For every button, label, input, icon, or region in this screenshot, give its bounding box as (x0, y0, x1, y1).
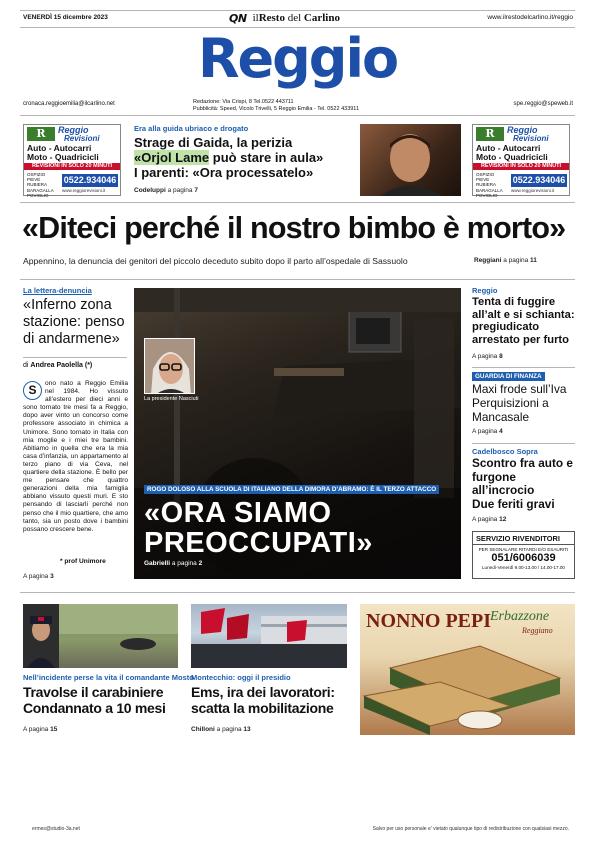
right-s3-title1: Scontro fra auto e furgone all’incrocio (472, 456, 573, 497)
revisioni-line1: Auto - Autocarri (476, 143, 541, 153)
revisioni-line2: Moto - Quadricicli (476, 152, 548, 162)
servizio-line: PER SEGNALARE RITARDI E/O ESAURITI (478, 547, 569, 552)
right-s1-title[interactable]: Tenta di fuggire all’alt e si schianta: pregiudicato arrestato per furto (472, 296, 575, 346)
website-link[interactable]: www.ilrestodelcarlino.it/reggio (487, 14, 573, 21)
right-s1-kicker: Reggio (472, 286, 498, 295)
top-story-ref: Codeluppi a pagina 7 (134, 187, 198, 194)
pepi-product2: Reggiano (522, 626, 553, 635)
man-portrait-icon (360, 124, 461, 196)
inset-photo (144, 338, 195, 394)
center-ref: Gabrielli a pagina 2 (144, 560, 203, 567)
top-story-line3: I parenti: «Ora processatelo» (134, 165, 314, 180)
top-story-photo (360, 124, 461, 196)
bottom1-title1: Travolse il carabiniere (23, 684, 164, 700)
letter-ref: A pagina 3 (23, 573, 54, 580)
servizio-phone: 051/6006039 (491, 552, 556, 564)
bottom2-kicker: Montecchio: oggi il presidio (191, 673, 291, 682)
inset-caption: La presidente Nasciuti (144, 396, 199, 402)
main-ref: Reggiani a pagina 11 (474, 257, 537, 264)
erbazzone-pie-icon (360, 638, 575, 735)
letter-kicker: La lettera-denuncia (23, 286, 92, 295)
bottom1-kicker: Nell’incidente perse la vita il comandante Mosto (23, 673, 194, 682)
email-left[interactable]: cronaca.reggioemilia@ilcarlino.net (23, 101, 115, 107)
ad-revisioni-left[interactable] (23, 124, 121, 196)
letter-title[interactable]: «Inferno zona stazione: penso di andarmene» (23, 297, 125, 347)
bottom2-headline[interactable] (191, 684, 351, 716)
main-headline[interactable]: «Diteci perché il nostro bimbo è morto» (22, 211, 566, 245)
right-s2-title[interactable]: Maxi frode sull’Iva Perquisizioni a Mancasale (472, 382, 567, 424)
revisioni-banner: REVISIONI IN SOLO 20 MINUTI (24, 163, 120, 170)
bottom-photo-2[interactable] (191, 604, 347, 668)
top-story-line2: può stare in aula» (209, 150, 324, 165)
revisioni-web: www.reggiorevisioni.it (62, 188, 106, 193)
ad-revisioni-right[interactable] (472, 124, 570, 196)
right-s3-kicker: Cadelbosco Sopra (472, 447, 538, 456)
paper-name-end: Carlino (303, 12, 340, 24)
carabiniere-scene-icon (23, 604, 178, 668)
revisioni-web: www.reggiorevisioni.it (511, 188, 555, 193)
right-rule-2 (472, 443, 575, 444)
top-story-headline[interactable] (134, 135, 349, 180)
bottom1-title2: Condannato a 10 mesi (23, 700, 166, 716)
revisioni-line2: Moto - Quadricicli (27, 152, 99, 162)
headline-rule (20, 279, 575, 280)
bottom2-title1: Ems, ira dei lavoratori: (191, 684, 335, 700)
contacts-block (193, 99, 359, 112)
paper-logo[interactable] (229, 11, 340, 25)
paper-name-bold: Resto (258, 12, 285, 24)
right-s1-ref: A pagina 8 (472, 353, 503, 360)
servizio-hours: Lunedì-Venerdì 9.00-13.00 / 14.00-17.00 (481, 565, 565, 570)
revisioni-line1: Auto - Autocarri (27, 143, 92, 153)
letter-signature: * prof Unimore (60, 558, 106, 565)
revisioni-name: Reggio (507, 125, 538, 135)
top-story-line1: Strage di Gaida, la perizia (134, 135, 293, 150)
edition-title: Reggio (197, 27, 398, 90)
revisioni-name2: Revisioni (513, 134, 549, 143)
paper-name-pre: il (252, 12, 259, 24)
letter-rule (23, 357, 127, 358)
right-rule-1 (472, 367, 575, 368)
section-rule (20, 202, 575, 203)
center-kicker: ROGO DOLOSO ALLA SCUOLA DI ITALIANO DELLA DIMORA D’ABRAMO: È IL TERZO ATTACCO (144, 485, 439, 494)
letter-dropcap: S (23, 381, 42, 400)
pubblicita-text: Pubblicità: Speed, Vicolo Trivelli, 5 Reggio Emilia - Tel. 0522 433911 (193, 105, 360, 112)
issue-date: VENERDÌ 15 dicembre 2023 (23, 14, 108, 21)
bottom1-ref: A pagina 15 (23, 726, 58, 733)
revisioni-phone: 0522.934046 (63, 175, 117, 185)
footer-left: ermes@studio-3a.net (32, 826, 80, 832)
center-title (144, 498, 373, 558)
bottom1-headline[interactable] (23, 684, 183, 716)
woman-portrait-icon (145, 339, 195, 394)
bottom-photo-1[interactable] (23, 604, 178, 668)
protest-flags-icon (191, 604, 347, 668)
revisioni-banner: REVISIONI IN SOLO 20 MINUTI (473, 163, 569, 170)
redazione-text: Redazione: Via Crispi, 8 Tel.0522 443711 (193, 99, 294, 105)
right-s2-label: GUARDIA DI FINANZA (472, 372, 545, 381)
revisioni-name: Reggio (58, 125, 89, 135)
contacts-rule (20, 115, 575, 116)
top-story-highlight: «Orjol Lame (134, 150, 210, 165)
bottom2-title2: scatta la mobilitazione (191, 700, 334, 716)
ad-nonno-pepi[interactable] (360, 604, 575, 735)
main-subtitle: Appennino, la denuncia dei genitori del piccolo deceduto subito dopo il parto all’ospedale di Sassuolo (23, 256, 408, 266)
right-s3-ref: A pagina 12 (472, 516, 507, 523)
letter-body: ono nato a Reggio Emilia nel 1984. Ho vissuto all’estero per dieci anni e sono tornato tre mesi fa a Reggio, dopo aver vinto un concorso come professore associato in chimica a Unimore. Sono tornato in Italia con mia moglie e i miei tre bambini. Abitiamo in quella che era la mia casa d’infanzia, un appartamento al terzo piano di via Ceva, nel quartiere della stazione. È bello per me pensare che quattro generazioni della mia famiglia abbiano vissuto questi muri. E sto pensando di lasciarli perché non penso che il mio quartiere, che amo tanto, sia un posto dove i bambini possano crescere bene. (23, 380, 128, 533)
revisioni-places: OSPIZIO PIEVE RUBIERA BARAGALLA POVIGLIO (476, 172, 503, 198)
center-title-line1: «ORA SIAMO (144, 497, 332, 529)
pepi-product: Erbazzone (490, 609, 550, 624)
center-photo[interactable] (134, 288, 461, 579)
email-right[interactable]: spe.reggio@speweb.it (513, 101, 573, 107)
revisioni-logo: R (476, 127, 504, 141)
revisioni-name2: Revisioni (64, 134, 100, 143)
pepi-brand: NONNO PEPI (366, 610, 491, 632)
qn-logo: QN (229, 11, 247, 25)
top-story-kicker: Era alla guida ubriaco e drogato (134, 124, 249, 133)
revisioni-logo: R (27, 127, 55, 141)
right-s2-ref: A pagina 4 (472, 428, 503, 435)
footer-right: Salvo per uso personale e' vietato qualunque tipo di redistribuzione con qualsiasi mezzo. (372, 826, 569, 832)
center-title-line2: PREOCCUPATI» (144, 527, 373, 559)
letter-byline: di Andrea Paolella (*) (23, 362, 93, 369)
paper-name-mid: del (284, 12, 304, 24)
revisioni-places: OSPIZIO PIEVE RUBIERA BARAGALLA POVIGLIO (27, 172, 54, 198)
bottom-section-rule (20, 592, 575, 593)
bottom2-ref: Chilloni a pagina 13 (191, 726, 251, 733)
servizio-title: SERVIZIO RIVENDITORI (473, 532, 574, 545)
right-s3-title2: Due feriti gravi (472, 496, 555, 511)
servizio-box[interactable] (472, 531, 575, 579)
revisioni-phone: 0522.934046 (512, 175, 566, 185)
right-s3-headline[interactable] (472, 457, 575, 511)
